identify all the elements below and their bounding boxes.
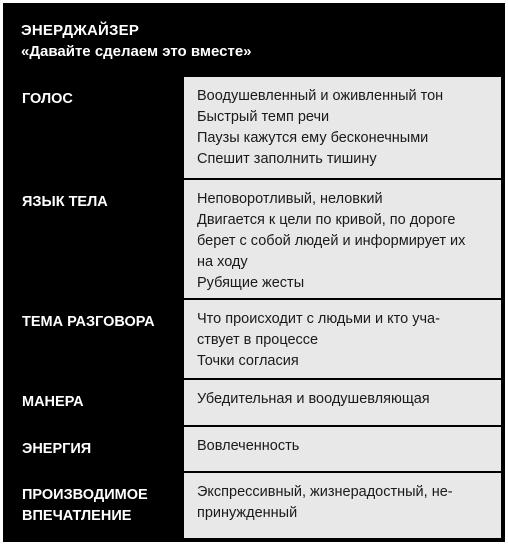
description-line: Неповоротливый, неловкий — [197, 191, 383, 207]
card-title: ЭНЕРДЖАЙЗЕР — [21, 22, 140, 39]
description-line: принужденный — [197, 505, 298, 521]
description-line: Убедительная и воодушевляющая — [197, 391, 430, 407]
row-impression — [3, 473, 505, 538]
description-line: берет с собой людей и информирует их — [197, 233, 466, 249]
description-line: Рубящие жесты — [197, 275, 305, 291]
row-description — [184, 300, 501, 378]
row-label-line: ЭНЕРГИЯ — [22, 441, 92, 457]
row-description — [184, 473, 501, 538]
row-topic — [3, 300, 505, 378]
row-label — [22, 439, 182, 460]
row-energy — [3, 427, 505, 471]
description-line: Быстрый темп речи — [197, 109, 330, 125]
description-line: Спешит заполнить тишину — [197, 151, 377, 167]
row-label — [22, 192, 182, 213]
row-description — [184, 380, 501, 425]
row-voice — [3, 77, 505, 178]
row-label — [22, 312, 182, 333]
description-line: Паузы кажутся ему бесконечными — [197, 130, 429, 146]
row-label — [22, 485, 182, 527]
description-line: Вовлеченность — [197, 438, 300, 454]
description-line: ствует в процессе — [197, 332, 319, 348]
row-label-line: ЯЗЫК ТЕЛА — [22, 194, 108, 210]
row-label-line: ПРОИЗВОДИМОЕ — [22, 487, 148, 503]
row-label — [22, 392, 182, 413]
row-label-line: ТЕМА РАЗГОВОРА — [22, 314, 155, 330]
description-line: Что происходит с людьми и кто уча- — [197, 311, 440, 327]
row-description — [184, 427, 501, 471]
description-line: Двигается к цели по кривой, по дороге — [197, 212, 456, 228]
description-line: на ходу — [197, 254, 248, 270]
profile-card — [3, 3, 505, 542]
row-label-line: МАНЕРА — [22, 394, 84, 410]
description-line: Точки согласия — [197, 353, 299, 369]
row-description — [184, 180, 501, 298]
row-manner — [3, 380, 505, 425]
row-label-line: ВПЕЧАТЛЕНИЕ — [22, 508, 132, 524]
card-header — [3, 3, 505, 75]
row-description — [184, 77, 501, 178]
row-label — [22, 89, 182, 110]
row-label-line: ГОЛОС — [22, 91, 73, 107]
card-subtitle: «Давайте сделаем это вместе» — [21, 43, 252, 60]
description-line: Воодушевленный и оживленный тон — [197, 88, 444, 104]
description-line: Экспрессивный, жизнерадостный, не- — [197, 484, 453, 500]
row-body-language — [3, 180, 505, 298]
